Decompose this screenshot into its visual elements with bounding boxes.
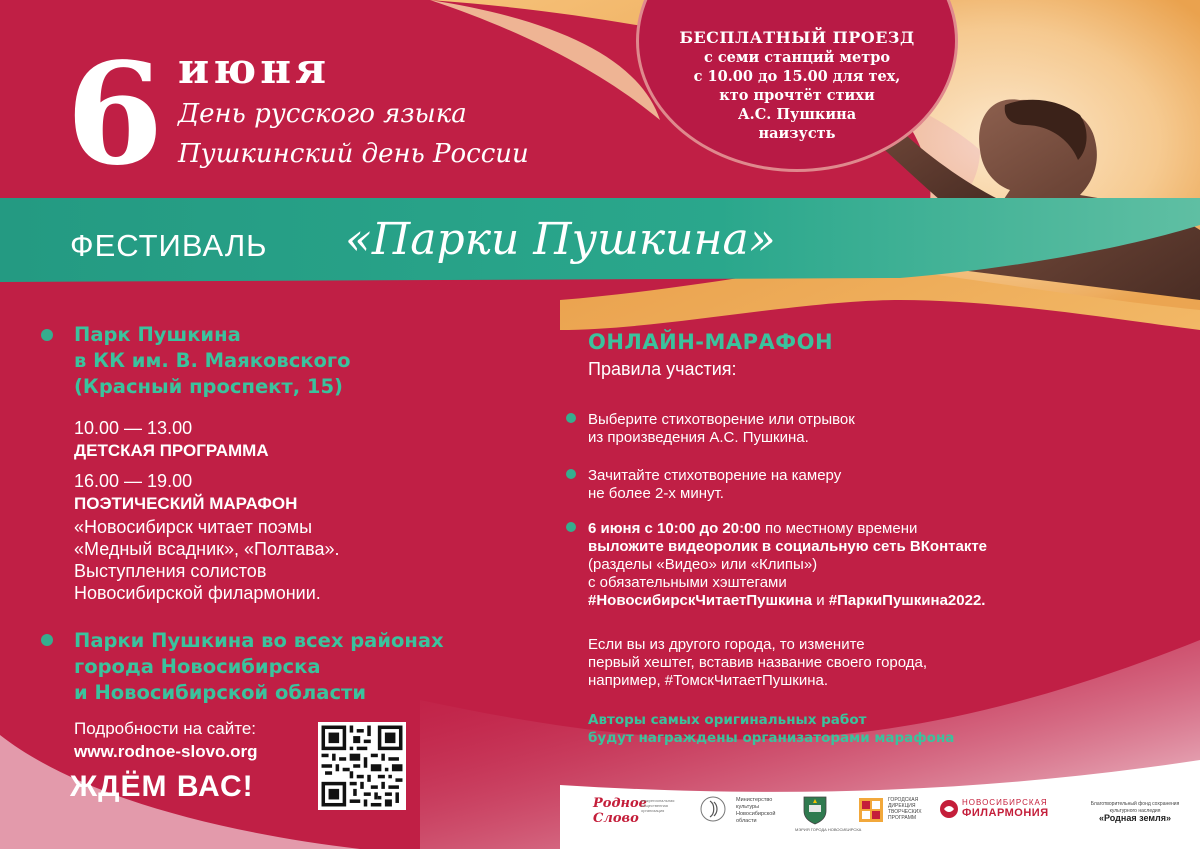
date-month: июня: [178, 44, 330, 93]
hashtag-connector: и: [812, 592, 829, 609]
ministry-of-culture-logo: Министерство культуры Новосибирской области: [736, 797, 776, 824]
hashtag-parks: #ПаркиПушкина2022.: [828, 592, 986, 609]
participation-rules-label: Правила участия:: [588, 359, 737, 379]
rodnoe-slovo-logo: Родное Слово: [593, 796, 647, 826]
rodnoe-slovo-subtitle: межрегиональная общественная организация: [641, 798, 675, 813]
dot-icon: [41, 634, 53, 646]
upload-date-time: 6 июня с 10:00 до 20:00: [588, 520, 761, 537]
poetry-marathon-label: ПОЭТИЧЕСКИЙ МАРАФОН: [74, 494, 298, 513]
philharmonic-logo-top: НОВОСИБИРСКАЯ: [962, 798, 1048, 807]
fund-name: «Родная земля»: [1099, 813, 1171, 823]
date-day: 6: [66, 33, 164, 197]
city-coat-of-arms-icon: [802, 795, 828, 825]
rule-step-1: Выберите стихотворение или отрывок из произведения А.С. Пушкина.: [588, 411, 855, 446]
free-ride-title: БЕСПЛАТНЫЙ ПРОЕЗД: [679, 28, 915, 47]
philharmonic-logo: [962, 798, 1049, 819]
details-label: Подробности на сайте:: [74, 719, 257, 738]
ministry-emblem-icon: [700, 796, 726, 822]
free-ride-body: с семи станций метро с 10.00 до 15.00 для тех, кто прочтёт стихи А.С. Пушкина наизусть: [693, 49, 901, 142]
pushkin-day: Пушкинский день России: [178, 139, 529, 169]
dot-icon: [566, 413, 576, 423]
philharmonic-logo-bottom: ФИЛАРМОНИЯ: [962, 807, 1049, 819]
poetry-marathon-description: «Новосибирск читает поэмы «Медный всадник», «Полтава». Выступления солистов Новосибирской филармонии.: [74, 517, 340, 603]
russian-language-day: День русского языка: [178, 99, 467, 129]
park-pushkin-title: Парк Пушкина в КК им. В. Маяковского (Красный проспект, 15): [74, 323, 351, 398]
poetry-marathon-time: 16.00 — 19.00: [74, 471, 193, 491]
qr-code-icon[interactable]: [318, 722, 406, 810]
festival-prefix: ФЕСТИВАЛЬ: [70, 228, 268, 263]
rule-step-2: Зачитайте стихотворение на камеру не более 2-х минут.: [588, 467, 842, 502]
welcome-text: ЖДЁМ ВАС!: [70, 770, 254, 803]
free-ride-text: [662, 28, 932, 143]
parks-all-districts-title: Парки Пушкина во всех районах города Новосибирска и Новосибирской области: [74, 629, 444, 704]
local-time-note: по местному времени: [760, 520, 918, 537]
gdtp-emblem-icon: [858, 797, 884, 823]
dot-icon: [566, 469, 576, 479]
kids-program-time: 10.00 — 13.00: [74, 418, 193, 438]
festival-name: «Парки Пушкина»: [345, 214, 776, 265]
website-link[interactable]: www.rodnoe-slovo.org: [74, 742, 258, 761]
fund-description: Благотворительный фонд сохранения культурного наследия: [1090, 801, 1180, 814]
mayor-office-logo: МЭРИЯ ГОРОДА НОВОСИБИРСКА: [795, 827, 862, 832]
dot-icon: [566, 522, 576, 532]
kids-program-label: ДЕТСКАЯ ПРОГРАММА: [74, 441, 269, 460]
hashtag-novosibirsk: #НовосибирскЧитаетПушкина: [588, 592, 813, 609]
sections-and-hashtags-note: (разделы «Видео» или «Клипы») с обязательными хэштегами: [588, 556, 818, 591]
rule-step-3: [588, 520, 1168, 610]
upload-instruction: выложите видеоролик в социальную сеть ВКонтакте: [588, 538, 988, 555]
dot-icon: [41, 329, 53, 341]
other-city-hint: Если вы из другого города, то измените первый хештег, вставив название своего города, например, #ТомскЧитаетПушкина.: [588, 636, 928, 689]
gdtp-logo: ГОРОДСКАЯ ДИРЕКЦИЯ ТВОРЧЕСКИХ ПРОГРАММ: [888, 797, 922, 821]
online-marathon-title: ОНЛАЙН-МАРАФОН: [588, 330, 834, 354]
authors-award-note: Авторы самых оригинальных работ будут награждены организаторами марафона: [588, 712, 955, 746]
philharmonic-emblem-icon: [939, 799, 959, 819]
fund-logo: [1080, 801, 1190, 822]
